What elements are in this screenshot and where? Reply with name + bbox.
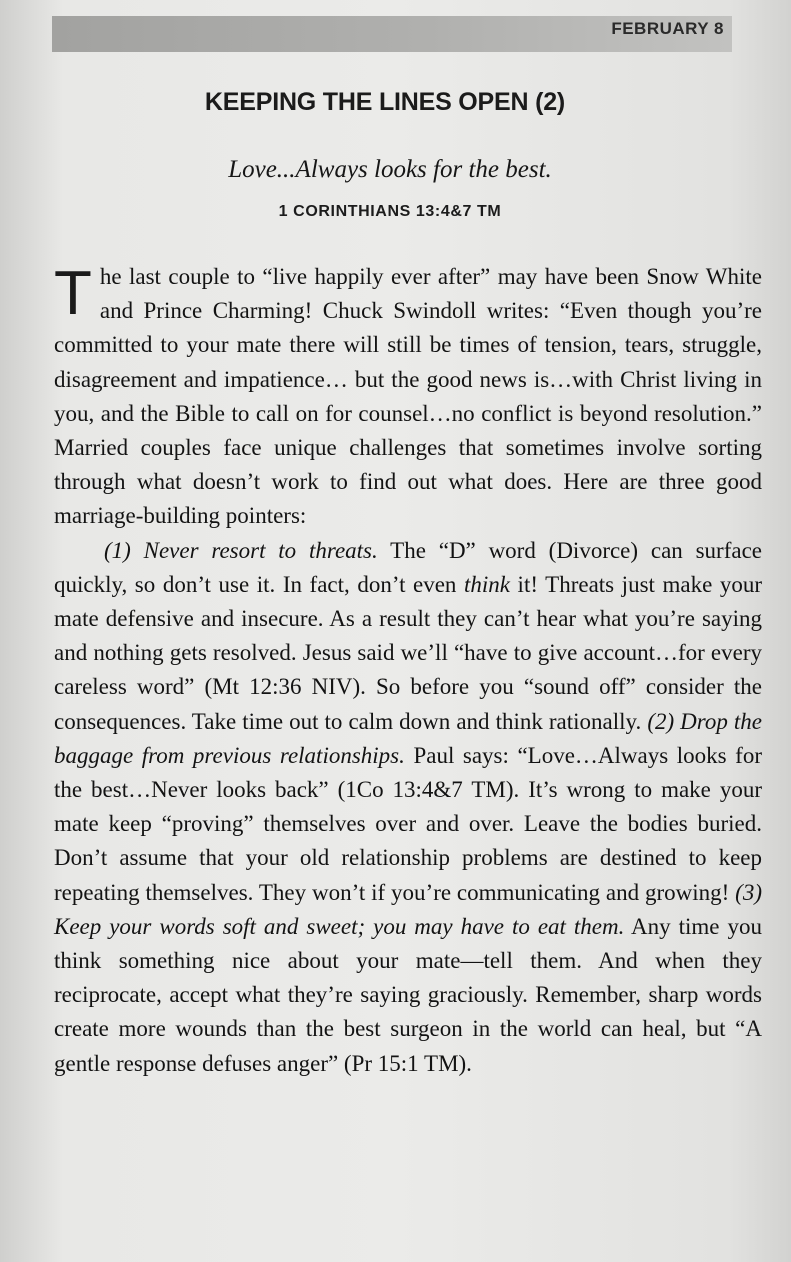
drop-cap: T xyxy=(54,259,92,328)
pointer-1-heading: (1) Never resort to threats. xyxy=(104,537,378,563)
paragraph-intro-text: he last couple to “live happily ever after” may have been Snow White and Prince Charming! Chuck Swindoll writes: “Even though you’re committed to your mate there will still be times of tension, tears, struggle, disagreement and impatience… but the good news is…with Christ living in you, and the Bible to call on for counsel…no conflict is beyond resolution.” Married couples face unique challenges that sometimes involve sorting through what doesn’t work to find out what does. Here are three good marriage-building pointers: xyxy=(54,264,762,529)
running-header xyxy=(52,16,732,52)
scripture-reference: 1 CORINTHIANS 13:4&7 TM xyxy=(278,203,502,220)
key-verse: Love...Always looks for the best. xyxy=(228,156,552,183)
pointer-3-text: Any time you think something nice about your mate—tell them. And when they reciprocate, accept what they’re saying graciously. Remember, sharp words create more wounds than the best surgeon in the world can heal, but “A gentle response defuses anger” (Pr 15:1 TM). xyxy=(54,913,762,1076)
pointer-2-text: Paul says: “Love…Always looks for the best…Never looks back” (1Co 13:4&7 TM). It’s wrong to make your mate keep “proving” themselves over and over. Leave the bodies buried. Don’t assume that your old relationship problems are destined to keep repeating themselves. They won’t if you’re communicating and growing! xyxy=(54,742,762,905)
devotional-title: KEEPING THE LINES OPEN (2) xyxy=(204,88,566,116)
pointer-1-text-b: it! Threats just make your mate defensive and insecure. As a result they can’t hear what you’re saying and nothing gets resolved. Jesus said we’ll “have to give account…for every careless word” (Mt 12:36 NIV). So before you “sound off” consider the consequences. Take time out to calm down and think rationally. xyxy=(54,571,762,734)
pointer-2-heading: (2) Drop the baggage from previous relationships. xyxy=(54,708,762,768)
paragraph-intro xyxy=(54,260,762,534)
pointer-1-text-a: The “D” word (Divorce) can surface quickly, so don’t use it. In fact, don’t even xyxy=(54,537,762,597)
pointer-1-emphasis: think xyxy=(464,571,510,597)
devotional-body xyxy=(54,260,762,1081)
header-date: FEBRUARY 8 xyxy=(611,19,724,38)
paragraph-pointers xyxy=(54,534,762,1081)
pointer-3-heading: (3) Keep your words soft and sweet; you may have to eat them. xyxy=(54,879,762,939)
